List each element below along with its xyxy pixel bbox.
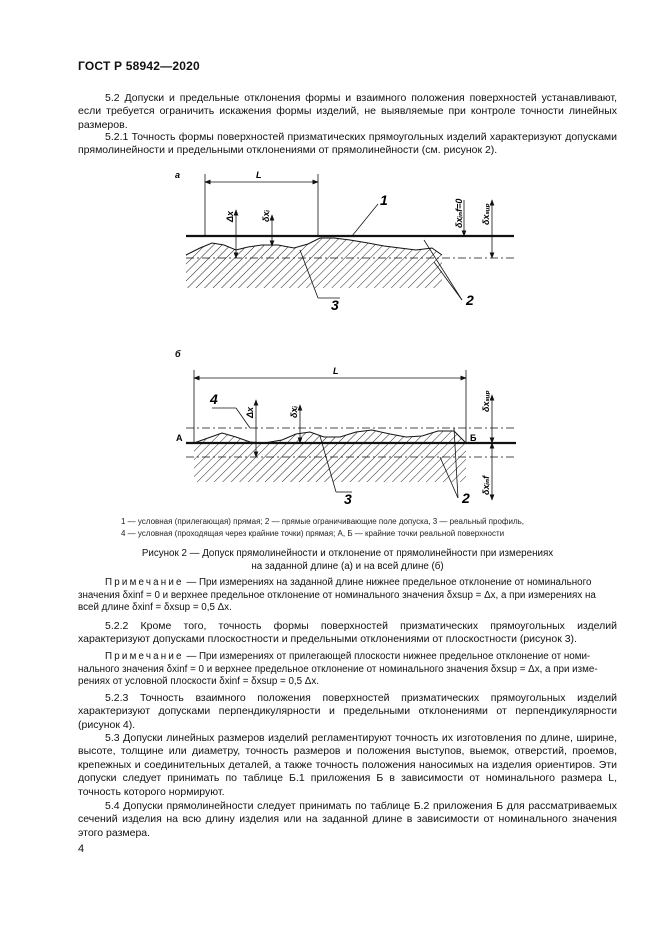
- document-header: ГОСТ Р 58942—2020: [78, 59, 200, 73]
- fig-a-callout-1: 1: [380, 192, 388, 208]
- fig-b-callout-2: 2: [462, 490, 470, 506]
- paragraph-5-2-2: 5.2.2 Кроме того, точность формы поверхностей призматических прямоугольных изделий характеризуют допусками плоскостности и предельными отклонениями от плоскостности (рисунок 3).: [78, 620, 617, 646]
- fig-b-dxinf-label: δxᵢₙf: [481, 475, 491, 495]
- figure-caption-line-1: Рисунок 2 — Допуск прямолинейности и отклонение от прямолинейности при измерениях: [141, 548, 554, 559]
- fig-b-callout-3: 3: [344, 491, 352, 507]
- note-1: Примечание — При измерениях на заданной длине нижнее предельное отклонение от номинального значения δxinf = 0 и верхнее предельное отклонение от номинального значения δxsup = Δx, а при измерениях на всей длине δxinf = δxsup = 0,5 Δx.: [78, 577, 596, 614]
- paragraph-5-3: 5.3 Допуски линейных размеров изделий регламентируют точность их изготовления по длине, ширине, высоте, толщине или диаметру, точность размеров и положения выступов, выемок, отверстий, проемов, крепежных и соединительных деталей, а также точность положения наносимых на изделия ориентиров. Эти допуски следует принимать по таблице Б.1 приложения Б в зависимости от номинального размера L, точность которого нормируют.: [78, 732, 617, 798]
- fig-a-callout-3: 3: [331, 297, 339, 313]
- paragraph-5-2: 5.2 Допуски и предельные отклонения формы и взаимного положения поверхностей устанавливают, если требуется ограничить искажения формы изделий, не выявляемые при контроле точности линейных размеров.: [78, 92, 617, 131]
- note-2: Примечание — При измерениях от прилегающей плоскости нижнее предельное отклонение от номи- нального значения δxinf = 0 и верхнее предельное отклонение от номинального значения δxsup = Δx, а при изме- рениях от условной плоскости δxinf = δxsup = 0,5 Δx.: [78, 651, 598, 688]
- legend-line-1: 1 — условная (прилегающая) прямая; 2 — прямые ограничивающие поле допуска, 3 — реальный профиль,: [121, 517, 525, 526]
- fig-a-dx-label: Δx: [225, 210, 235, 222]
- fig-b-point-A: А: [176, 433, 183, 443]
- figure-caption-line-2: на заданной длине (а) и на всей длине (б): [251, 561, 444, 572]
- fig-a-label: а: [175, 170, 181, 180]
- paragraph-5-2-1: 5.2.1 Точность формы поверхностей призматических прямоугольных изделий характеризуют допусками прямолинейности и предельными отклонениями от прямолинейности (см. рисунок 2).: [78, 131, 617, 157]
- fig-b-material: [194, 430, 466, 482]
- fig-a-dxinf-label: δxᵢₙf=0: [454, 198, 464, 228]
- fig-a-L-label: L: [256, 170, 262, 180]
- fig-a-dxi-label: δxᵢ: [261, 209, 271, 222]
- legend-line-2: 4 — условная (проходящая через крайние точки) прямая; А, Б — крайние точки реальной поверхности: [121, 529, 505, 538]
- fig-b-L-label: L: [333, 366, 339, 376]
- paragraph-5-4: 5.4 Допуски прямолинейности следует принимать по таблице Б.2 приложения Б для рассматриваемых сечений изделия на всю длину изделия или на заданной длине в зависимости от номинального значения этого размера.: [78, 800, 617, 839]
- fig-b-dxi-label: δxᵢ: [289, 405, 299, 418]
- page-number: 4: [78, 843, 85, 855]
- figure-2b: [0, 350, 661, 515]
- fig-a-callout-2: 2: [466, 292, 474, 308]
- fig-b-label: б: [175, 350, 181, 359]
- paragraph-5-2-3: 5.2.3 Точность взаимного положения поверхностей призматических прямоугольных изделий характеризуют допусками перпендикулярности и предельными отклонениями от перпендикулярности (рисунок 4).: [78, 692, 617, 731]
- figure-2a: [0, 160, 661, 320]
- fig-b-dx-label: Δx: [245, 406, 255, 418]
- fig-a-dxsup-label: δxₛᵤₚ: [481, 203, 491, 225]
- fig-b-point-B: Б: [470, 433, 477, 443]
- fig-b-dxsup-label: δxₛᵤₚ: [481, 390, 491, 412]
- fig-b-callout-4: 4: [210, 391, 218, 407]
